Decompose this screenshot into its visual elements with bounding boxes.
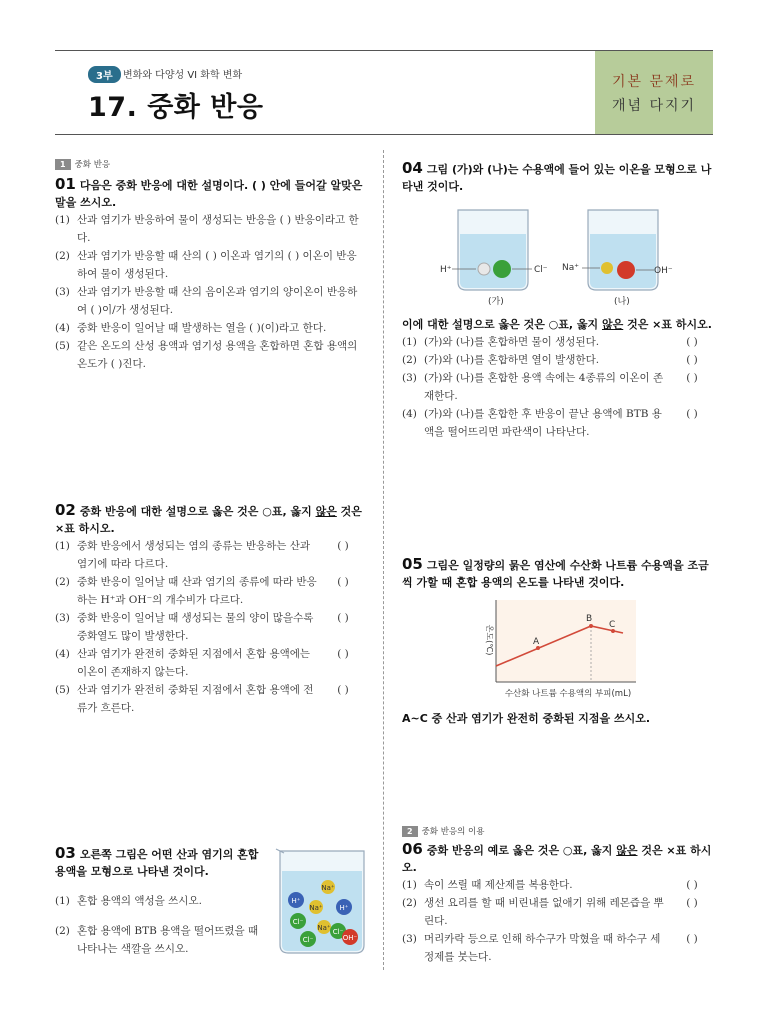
item-body [424,369,714,405]
item-text: 산과 염기가 반응할 때 산의 ( ) 이온과 염기의 ( ) 이온이 반응하여 물이 생성된다. [77,250,357,280]
item-number: (1) [55,214,70,226]
list-item [402,894,714,930]
list-item [55,922,265,958]
ion-label: H⁺ [339,904,349,912]
question-number: 02 [55,501,76,519]
item-text: 혼합 용액의 액성을 쓰시오. [77,895,202,907]
prompt-text-end: 것은 ×표 하시오. [402,844,712,874]
item-list [55,211,365,373]
ask-text-end: 것은 ×표 하시오. [623,318,712,331]
ion-label: Na⁺ [317,924,331,932]
list-item [55,892,265,910]
answer-blank[interactable]: ( ) [686,336,698,348]
x-axis-label: 수산화 나트륨 수용액의 부피(mL) [504,689,632,699]
item-list [402,876,714,966]
item-text: 같은 온도의 산성 용액과 염기성 용액을 혼합하면 혼합 용액의 온도가 ( )진다. [77,340,358,370]
part-badge: 3부 [88,66,121,83]
item-body [77,609,365,645]
question-04-items [402,316,714,441]
list-item [402,333,714,351]
item-text: 중화 반응이 일어날 때 산과 염기의 종류에 따라 반응하는 H⁺과 OH⁻의 개수비가 다르다. [77,576,317,606]
prompt-text: 다음은 중화 반응에 대한 설명이다. ( ) 안에 들어갈 알맞은 말을 쓰시오. [55,179,363,209]
column-divider [383,150,384,970]
item-body [77,573,365,609]
item-text: 산과 염기가 반응할 때 산의 음이온과 염기의 양이온이 반응하여 ( )이/가 생성된다. [77,286,358,316]
section-label: 중화 반응 [74,159,111,170]
item-number: (3) [402,933,417,945]
list-item [402,405,714,441]
item-body [424,876,714,894]
point-c-label: C [609,620,616,630]
prompt-text-end: 것은 ×표 하시오. [55,505,362,535]
item-number: (2) [402,897,417,909]
ion-model-figure [432,206,702,306]
list-item [55,319,365,337]
prompt-text: 그림은 일정량의 묽은 염산에 수산화 나트륨 수용액을 조금씩 가할 때 혼합 용액의 온도를 나타낸 것이다. [402,559,709,589]
question-05 [402,556,714,591]
question-ask: A~C 중 산과 염기가 완전히 중화된 지점을 쓰시오. [402,712,651,725]
point-a-label: A [533,637,540,647]
answer-blank[interactable]: ( ) [337,540,349,552]
question-number: 04 [402,159,423,177]
list-item [402,930,714,966]
answer-blank[interactable]: ( ) [686,933,698,945]
prompt-underlined: 않은 [315,505,337,518]
page-title: 17. 중화 반응 [88,92,264,123]
ion-label: OH⁻ [342,934,358,942]
list-item [55,337,365,373]
item-body [424,894,714,930]
ion-label: Cl⁻ [332,928,344,936]
question-ask [402,316,714,333]
answer-blank[interactable]: ( ) [337,612,349,624]
question-prompt [402,556,714,591]
item-text: 혼합 용액에 BTB 용액을 떨어뜨렸을 때 나타나는 색깔을 쓰시오. [77,925,259,955]
item-list [55,537,365,717]
item-text: 중화 반응이 일어날 때 발생하는 열을 ( )(이)라고 한다. [77,322,327,334]
item-number: (1) [402,336,417,348]
question-number: 01 [55,175,76,193]
answer-blank[interactable]: ( ) [686,372,698,384]
list-item [55,247,365,283]
item-number: (3) [55,612,70,624]
item-text: (가)와 (나)를 혼합하면 열이 발생한다. [424,354,600,366]
item-text: 생선 요리를 할 때 비린내를 없애기 위해 레몬즙을 뿌린다. [424,897,664,927]
fig-a-caption: (가) [488,297,504,306]
item-body [424,405,714,441]
section-tag [402,823,484,841]
item-number: (2) [55,925,70,937]
point-b-label: B [586,614,593,624]
answer-blank[interactable]: ( ) [337,576,349,588]
prompt-text: 그림 (가)와 (나)는 수용액에 들어 있는 이온을 모형으로 나타낸 것이다. [402,163,712,193]
item-number: (1) [402,879,417,891]
ion-label: Cl⁻ [292,918,304,926]
section-label: 중화 반응의 이용 [421,826,485,837]
item-text: (가)와 (나)를 혼합한 후 반응이 끝난 용액에 BTB 용액을 떨어뜨리면 파란색이 나타난다. [424,408,662,438]
level-line-2: 개념 다지기 [611,98,697,114]
chapter-subtitle: 변화와 다양성 VI 화학 변화 [123,70,243,81]
fig-b-right-label: OH⁻ [654,266,673,276]
item-text: 중화 반응에서 생성되는 염의 종류는 반응하는 산과 염기에 따라 다르다. [77,540,311,570]
item-list [402,333,714,441]
item-body [424,333,714,351]
item-number: (2) [402,354,417,366]
question-05-ask [402,710,714,727]
item-body [77,681,365,717]
item-text: (가)와 (나)를 혼합한 용액 속에는 4종류의 이온이 존재한다. [424,372,664,402]
list-item [402,351,714,369]
item-body [424,930,714,966]
item-number: (3) [55,286,70,298]
mixed-solution-beaker-figure [272,845,372,957]
question-prompt [402,160,714,195]
answer-blank[interactable]: ( ) [337,648,349,660]
fig-a-right-label: Cl⁻ [534,265,548,275]
question-number: 06 [402,840,423,858]
question-prompt [55,502,365,537]
list-item [55,573,365,609]
ion-label: Cl⁻ [302,936,314,944]
item-number: (1) [55,895,70,907]
item-text: 산과 염기가 반응하여 물이 생성되는 반응을 ( ) 반응이라고 한다. [77,214,359,244]
question-prompt [55,845,265,880]
item-text: 산과 염기가 완전히 중화된 지점에서 혼합 용액에는 이온이 존재하지 않는다. [77,648,311,678]
item-number: (4) [55,322,70,334]
fig-a-left-label: H⁺ [440,265,452,275]
question-prompt [402,841,714,876]
section-number: 2 [402,826,418,837]
question-06 [402,841,714,966]
prompt-text: 중화 반응에 대한 설명으로 옳은 것은 ○표, 옳지 [79,505,316,518]
item-number: (5) [55,340,70,352]
section-2 [402,822,714,841]
item-number: (5) [55,684,70,696]
answer-blank[interactable]: ( ) [686,354,698,366]
list-item [55,645,365,681]
question-03 [55,845,265,958]
level-box [595,51,713,134]
answer-blank[interactable]: ( ) [337,684,349,696]
temperature-graph [478,600,648,700]
prompt-underlined: 않은 [616,844,638,857]
section-number: 1 [55,159,71,170]
item-text: 속이 쓰릴 때 제산제를 복용한다. [424,879,573,891]
question-number: 03 [55,844,76,862]
item-text: 머리카락 등으로 인해 하수구가 막혔을 때 하수구 세정제를 붓는다. [424,933,661,963]
list-item [402,876,714,894]
list-item [402,369,714,405]
list-item [55,681,365,717]
item-number: (3) [402,372,417,384]
item-number: (4) [402,408,417,420]
prompt-text: 중화 반응의 예로 옳은 것은 ○표, 옳지 [426,844,617,857]
item-text: 중화 반응이 일어날 때 생성되는 물의 양이 많을수록 중화열도 많이 발생한다. [77,612,314,642]
answer-blank[interactable]: ( ) [686,897,698,909]
question-number: 05 [402,555,423,573]
item-text: (가)와 (나)를 혼합하면 물이 생성된다. [424,336,600,348]
list-item [55,537,365,573]
level-line-1: 기본 문제로 [611,74,697,90]
item-number: (1) [55,540,70,552]
item-body [77,645,365,681]
page-header [55,50,713,135]
section-1 [55,155,365,174]
item-body [77,537,365,573]
fig-b-left-label: Na⁺ [562,263,579,273]
item-number: (2) [55,250,70,262]
list-item [55,609,365,645]
item-text: 산과 염기가 완전히 중화된 지점에서 혼합 용액에 전류가 흐른다. [77,684,314,714]
fig-b-caption: (나) [614,297,630,306]
question-prompt [55,176,365,211]
item-number: (2) [55,576,70,588]
ask-underlined: 않은 [601,318,624,331]
item-number: (4) [55,648,70,660]
ask-text: 이에 대한 설명으로 옳은 것은 ○표, 옳지 [402,318,602,331]
list-item [55,283,365,319]
ion-label: Na⁺ [309,904,323,912]
item-body [424,351,714,369]
answer-blank[interactable]: ( ) [686,408,698,420]
y-axis-label: 온도(℃) [485,624,494,656]
prompt-text: 오른쪽 그림은 어떤 산과 염기의 혼합 용액을 모형으로 나타낸 것이다. [55,848,259,878]
question-04 [402,160,714,195]
section-tag [55,156,110,174]
ion-label: H⁺ [291,897,301,905]
question-02 [55,502,365,717]
ion-label: Na⁺ [321,884,335,892]
question-01 [55,176,365,373]
answer-blank[interactable]: ( ) [686,879,698,891]
list-item [55,211,365,247]
